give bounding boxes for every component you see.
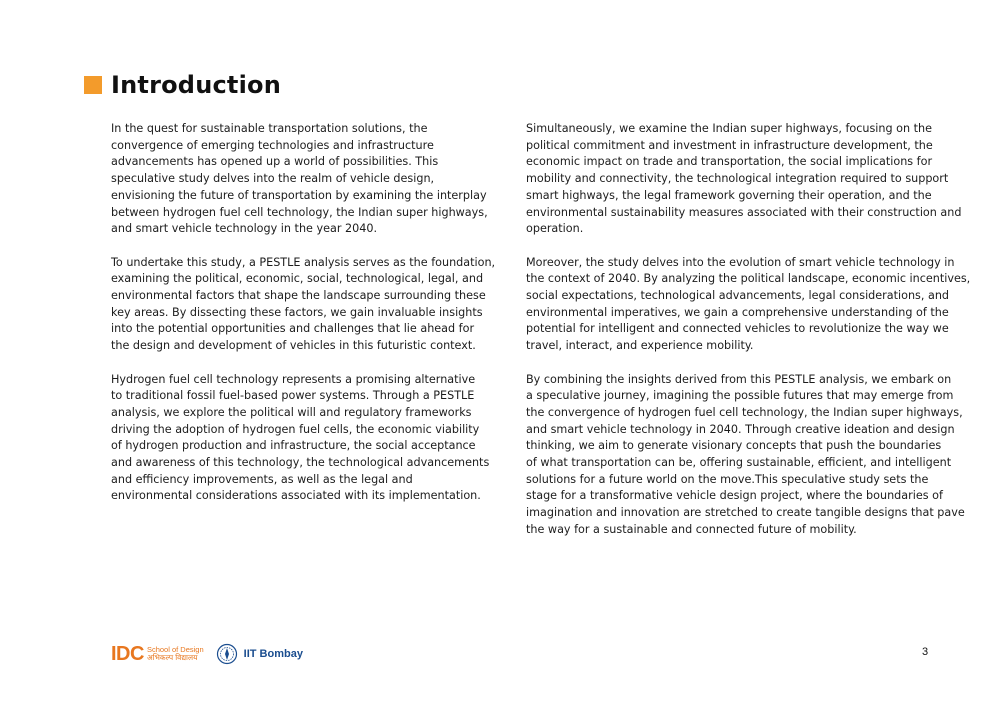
text-line: into the potential opportunities and challenges that lie ahead for	[111, 322, 475, 336]
paragraph	[526, 255, 971, 355]
text-line: and efficiency improvements, as well as the legal and	[111, 472, 413, 486]
text-line: smart highways, the legal framework governing their operation, and the	[526, 188, 932, 202]
left-text-column	[111, 121, 496, 522]
text-line: and smart vehicle technology in 2040. Through creative ideation and design	[526, 422, 955, 436]
page-title: Introduction	[111, 71, 281, 99]
idc-hindi-label: अभिकल्प विद्यालय	[146, 653, 198, 662]
text-line: Hydrogen fuel cell technology represents a promising alternative	[111, 372, 476, 386]
text-line: the way for a sustainable and connected future of mobility.	[526, 522, 857, 536]
idc-logo-text	[147, 646, 204, 663]
text-line: speculative study delves into the realm of vehicle design,	[111, 172, 435, 186]
iit-emblem-icon	[216, 643, 238, 665]
section-heading	[84, 68, 281, 102]
text-line: social expectations, technological advancements, legal considerations, and	[526, 289, 950, 303]
text-line: In the quest for sustainable transportation solutions, the	[111, 122, 428, 135]
text-line: stage for a transformative vehicle design project, where the boundaries of	[526, 489, 943, 503]
text-line: of hydrogen production and infrastructure, the social acceptance	[111, 439, 476, 453]
text-line: political commitment and investment in infrastructure development, the	[526, 138, 933, 152]
text-line: Simultaneously, we examine the Indian super highways, focusing on the	[526, 122, 933, 135]
right-text-column	[526, 121, 971, 555]
text-line: solutions for a future world on the move.This speculative study sets the	[526, 472, 929, 486]
text-line: economic impact on trade and transportation, the social implications for	[526, 155, 933, 169]
text-line: between hydrogen fuel cell technology, the Indian super highways,	[111, 205, 488, 219]
text-line: environmental sustainability measures associated with their construction and	[526, 205, 962, 219]
text-line: environmental factors that shape the landscape surrounding these	[111, 289, 486, 303]
text-line: advancements has opened up a world of possibilities. This	[111, 155, 439, 169]
iit-bombay-label: IIT Bombay	[243, 648, 303, 660]
footer-logos	[111, 641, 303, 667]
text-line: mobility and connectivity, the technological integration required to support	[526, 172, 949, 186]
text-line: of what transportation can be, offering sustainable, efficient, and intelligent	[526, 456, 952, 470]
heading-accent-square	[84, 76, 102, 94]
text-line: Moreover, the study delves into the evolution of smart vehicle technology in	[526, 255, 955, 269]
paragraph	[111, 255, 496, 355]
text-line: to traditional fossil fuel-based power systems. Through a PESTLE	[111, 389, 475, 403]
text-line: key areas. By dissecting these factors, we gain invaluable insights	[111, 305, 483, 319]
text-line: and awareness of this technology, the technological advancements	[111, 456, 490, 470]
text-line: thinking, we aim to generate visionary concepts that push the boundaries	[526, 439, 942, 453]
idc-school-label: School of Design	[146, 644, 204, 654]
text-line: examining the political, economic, social, technological, legal, and	[111, 272, 484, 286]
text-line: the context of 2040. By analyzing the political landscape, economic incentives,	[526, 272, 971, 286]
paragraph	[526, 121, 960, 238]
text-line: and smart vehicle technology in the year 2040.	[111, 222, 378, 236]
text-line: imagination and innovation are stretched to create tangible designs that pave	[526, 506, 965, 520]
text-line: the design and development of vehicles in this futuristic context.	[111, 339, 476, 353]
text-line: envisioning the future of transportation by examining the interplay	[111, 188, 487, 202]
text-line: analysis, we explore the political will and regulatory frameworks	[111, 405, 472, 419]
idc-logo-mark: IDC	[111, 642, 144, 665]
text-line: environmental considerations associated with its implementation.	[111, 489, 481, 503]
paragraph	[111, 121, 488, 238]
paragraph	[111, 372, 490, 506]
text-line: operation.	[526, 222, 584, 236]
text-line: environmental imperatives, we gain a comprehensive understanding of the	[526, 305, 949, 319]
paragraph	[526, 372, 965, 539]
text-line: convergence of emerging technologies and infrastructure	[111, 138, 434, 152]
text-line: travel, interact, and experience mobility.	[526, 339, 754, 353]
text-line: By combining the insights derived from this PESTLE analysis, we embark on	[526, 372, 952, 386]
text-line: a speculative journey, imagining the possible futures that may emerge from	[526, 389, 954, 403]
text-line: driving the adoption of hydrogen fuel cells, the economic viability	[111, 422, 480, 436]
page-number: 3	[922, 646, 929, 658]
text-line: potential for intelligent and connected vehicles to revolutionize the way we	[526, 322, 949, 336]
text-line: the convergence of hydrogen fuel cell technology, the Indian super highways,	[526, 405, 963, 419]
text-line: To undertake this study, a PESTLE analysis serves as the foundation,	[111, 255, 496, 269]
